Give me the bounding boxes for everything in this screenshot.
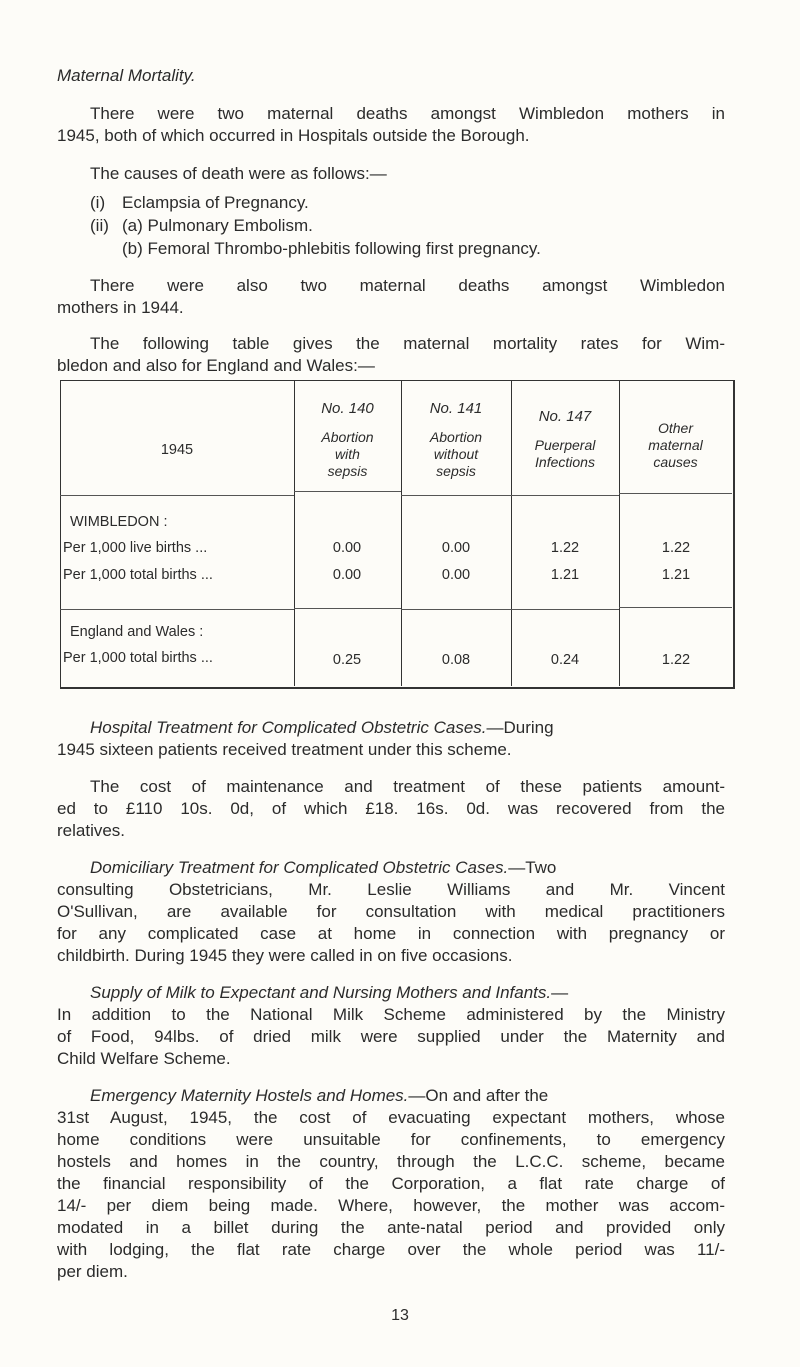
section-rule-2 (294, 608, 401, 609)
emergency-line-8: with lodging, the flat rate charge over the whole period was 11/- (57, 1240, 725, 1259)
col-1-label-3: sepsis (327, 463, 368, 479)
row-ew-total-births-label: Per 1,000 total births ... (63, 650, 213, 666)
row-ew-col-1: 0.25 (332, 652, 362, 668)
domiciliary-text-start: —Two (508, 858, 557, 877)
col-3-label-2: Infections (535, 454, 595, 470)
domiciliary-line-5: childbirth. During 1945 they were called in on five occasions. (57, 946, 513, 965)
milk-line-3: of Food, 94lbs. of dried milk were supplied under the Maternity and (57, 1027, 725, 1046)
milk-heading: Supply of Milk to Expectant and Nursing Mothers and Infants. (90, 983, 552, 1002)
cost-line-3: relatives. (57, 821, 126, 840)
page-number: 13 (391, 1307, 409, 1324)
row-ew-col-2: 0.08 (441, 652, 471, 668)
milk-text-start: — (551, 983, 569, 1002)
emergency-line-3: home conditions were unsuitable for confinements, to emergency (57, 1130, 725, 1149)
row-ew-col-4: 1.22 (661, 652, 691, 668)
hospital-treatment-text-start: —During (486, 718, 554, 737)
emergency-line-9: per diem. (57, 1262, 128, 1281)
row-live-births-label: Per 1,000 live births ... (63, 540, 208, 556)
col-1-label-2: with (335, 446, 360, 462)
col-4-label-1: Other (657, 420, 693, 436)
table-header-year: 1945 (160, 442, 194, 458)
col-2-label-1: Abortion (429, 429, 483, 445)
header-rule-5 (619, 493, 732, 494)
col-3-number: No. 147 (538, 408, 592, 425)
row-live-births-col-4: 1.22 (661, 540, 691, 556)
col-3-label-1: Puerperal (534, 437, 596, 453)
milk-line-4: Child Welfare Scheme. (57, 1049, 231, 1068)
col-3-header (511, 408, 619, 471)
section-rule-4 (511, 609, 619, 610)
cause-2b-text: (b) Femoral Thrombo-phlebitis following first pregnancy. (122, 239, 541, 258)
maternal-mortality-table (60, 380, 734, 688)
hospital-treatment-heading: Hospital Treatment for Complicated Obstetric Cases. (90, 718, 487, 737)
row-total-births-col-2: 0.00 (441, 567, 471, 583)
emergency-line-6: 14/- per diem being made. Where, however, the mother was accom- (57, 1196, 725, 1215)
header-rule-4 (511, 495, 619, 496)
emergency-heading: Emergency Maternity Hostels and Homes. (90, 1086, 409, 1105)
heading-maternal-mortality: Maternal Mortality. (57, 66, 196, 85)
para-1-line-2: 1945, both of which occurred in Hospitals outside the Borough. (57, 126, 530, 145)
hospital-treatment-line-2: 1945 sixteen patients received treatment under this scheme. (57, 740, 512, 759)
emergency-line-5: the financial responsibility of the Corporation, a flat rate charge of (57, 1174, 725, 1193)
cost-line-1: The cost of maintenance and treatment of these patients amount- (90, 777, 725, 796)
row-live-births-col-1: 0.00 (332, 540, 362, 556)
emergency-text-start: —On and after the (408, 1086, 549, 1105)
para-1-line-1: There were two maternal deaths amongst Wimbledon mothers in (90, 104, 725, 123)
col-2-label-2: without (433, 446, 479, 462)
row-ew-col-3: 0.24 (550, 652, 580, 668)
col-4-label-2: maternal (648, 437, 703, 453)
cause-2a-text: (a) Pulmonary Embolism. (122, 216, 313, 235)
col-4-header (619, 420, 732, 471)
emergency-line-2: 31st August, 1945, the cost of evacuating expectant mothers, whose (57, 1108, 725, 1127)
milk-line-2: In addition to the National Milk Scheme administered by the Ministry (57, 1005, 725, 1024)
header-rule-1 (60, 495, 294, 496)
row-total-births-col-4: 1.21 (661, 567, 691, 583)
domiciliary-line-2: consulting Obstetricians, Mr. Leslie Williams and Mr. Vincent (57, 880, 725, 899)
row-live-births-col-3: 1.22 (550, 540, 580, 556)
col-1-label-1: Abortion (321, 429, 374, 445)
col-1-number: No. 140 (321, 400, 374, 417)
domiciliary-heading: Domiciliary Treatment for Complicated Obstetric Cases. (90, 858, 509, 877)
col-4-label-3: causes (653, 454, 698, 470)
col-2-number: No. 141 (429, 400, 483, 417)
row-total-births-col-3: 1.21 (550, 567, 580, 583)
row-total-births-label: Per 1,000 total births ... (63, 567, 213, 583)
para-3-line-2: mothers in 1944. (57, 298, 184, 317)
emergency-line-7: modated in a billet during the ante-natal period and provided only (57, 1218, 725, 1237)
col-2-label-3: sepsis (436, 463, 476, 479)
section-england-wales: England and Wales : (70, 624, 204, 640)
para-2: The causes of death were as follows:— (90, 164, 387, 183)
domiciliary-line-4: for any complicated case at home in connection with pregnancy or (57, 924, 725, 943)
col-1-header (294, 400, 401, 480)
para-3-line-1: There were also two maternal deaths amongst Wimbledon (90, 276, 725, 295)
domiciliary-para-line-1 (90, 857, 556, 879)
cause-1-num: (i) (90, 193, 106, 212)
section-rule-5 (619, 607, 732, 608)
header-rule-3 (401, 495, 511, 496)
cost-line-2: ed to £110 10s. 0d, of which £18. 16s. 0d. was recovered from the (57, 799, 725, 818)
section-wimbledon: WIMBLEDON : (70, 514, 168, 530)
header-rule-2 (294, 491, 401, 492)
section-rule-1 (60, 609, 294, 610)
row-live-births-col-2: 0.00 (441, 540, 471, 556)
section-rule-3 (401, 609, 511, 610)
cause-1-text: Eclampsia of Pregnancy. (122, 193, 309, 212)
row-total-births-col-1: 0.00 (332, 567, 362, 583)
milk-para-line-1 (90, 982, 568, 1004)
para-4-line-2: bledon and also for England and Wales:— (57, 356, 375, 375)
domiciliary-line-3: O'Sullivan, are available for consultation with medical practitioners (57, 902, 725, 921)
col-2-header (401, 400, 511, 480)
cause-2-num: (ii) (90, 216, 109, 235)
emergency-para-line-1 (90, 1085, 548, 1107)
emergency-line-4: hostels and homes in the country, through the L.C.C. scheme, became (57, 1152, 725, 1171)
para-4-line-1: The following table gives the maternal mortality rates for Wim- (90, 334, 725, 353)
hospital-treatment-para-line-1 (90, 717, 554, 739)
